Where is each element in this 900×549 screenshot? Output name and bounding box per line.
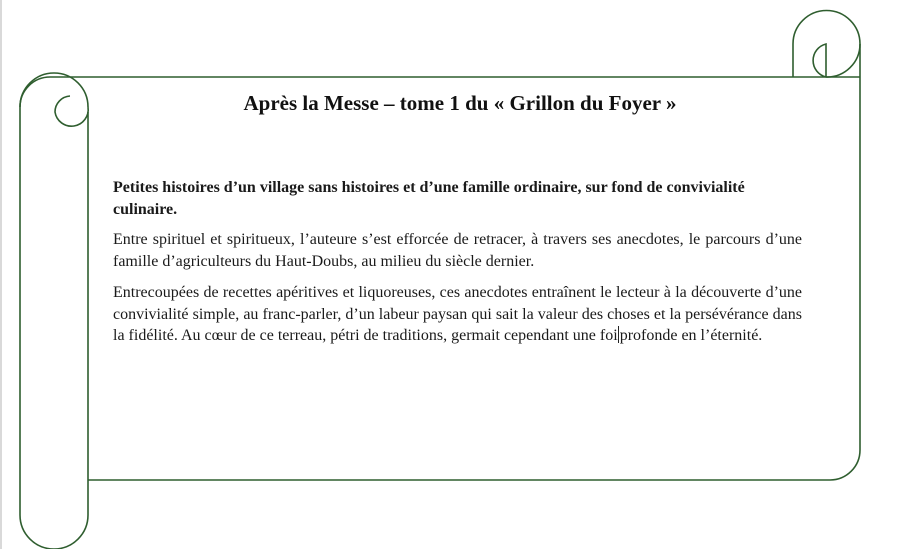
paragraph-2-text-end: profonde en l’éternité. [619, 327, 763, 344]
paragraph-2-text-start: Entrecoupées de recettes apéritives et liquoreuses, ces anecdotes entraînent le lecteur à la découverte d’une convivialité simple, au franc-parler, d’un labeur paysan qui sait la valeur des choses et la persévérance dans la fidélité. Au cœur de ce terreau, pétri de traditions, germait cependant une foi [113, 284, 802, 344]
lead-paragraph: Petites histoires d’un village sans histoires et d’une famille ordinaire, sur fond de convivialité culinaire. [113, 179, 745, 218]
paragraph-1: Entre spirituel et spiritueux, l’auteure s’est efforcée de retracer, à travers ses anecdotes, le parcours d’une famille d’agriculteurs du Haut-Doubs, au milieu du siècle dernier. [113, 231, 802, 270]
document-body [113, 177, 802, 357]
document-title: Après la Messe – tome 1 du « Grillon du Foyer » [243, 91, 677, 115]
paragraph-2[interactable] [113, 282, 802, 347]
text-cursor [618, 326, 619, 343]
